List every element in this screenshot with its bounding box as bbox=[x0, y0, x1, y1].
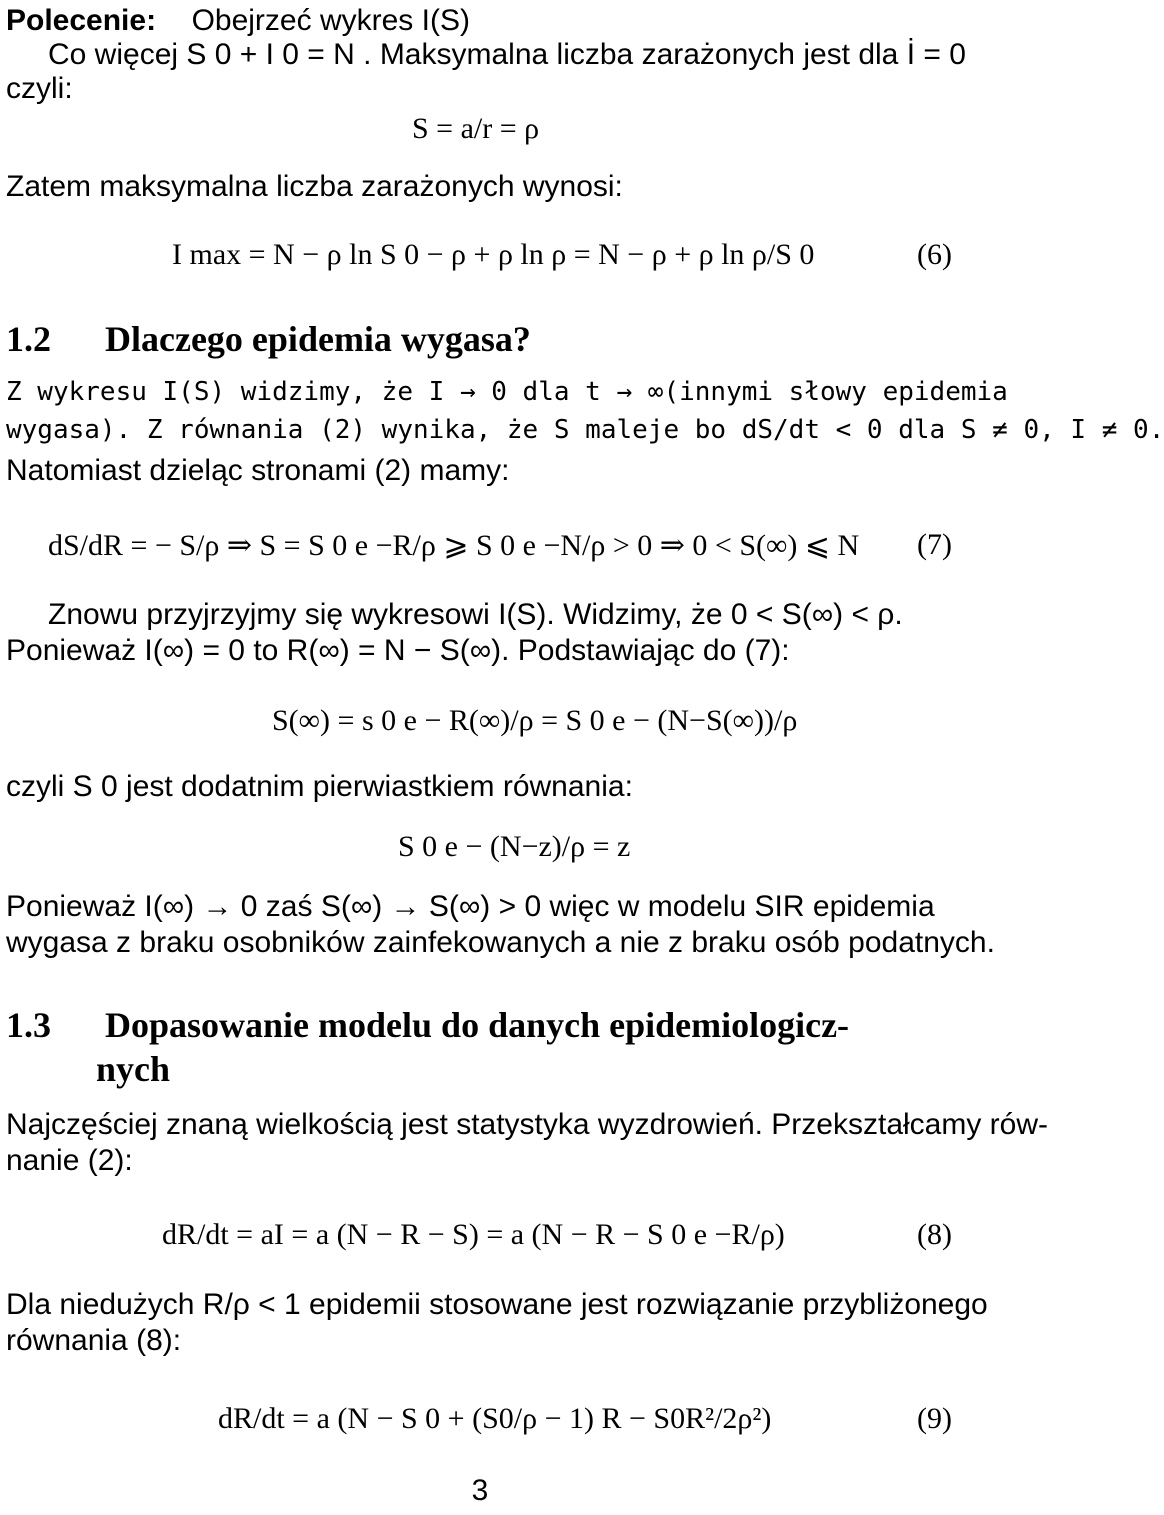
paragraph-line: Dla niedużych R/ρ < 1 epidemii stosowane jest rozwiązanie przybliżonego bbox=[6, 1288, 988, 1321]
equation-9: dR/dt = a (N − S 0 + (S0/ρ − 1) R − S0R²/2ρ²) bbox=[218, 1402, 772, 1435]
paragraph-line: Ponieważ I(∞) = 0 to R(∞) = N − S(∞). Podstawiając do (7): bbox=[6, 634, 790, 667]
section-title: Dopasowanie modelu do danych epidemiologicz- bbox=[105, 1005, 850, 1045]
paragraph-line bbox=[6, 377, 1008, 408]
task-label: Polecenie: bbox=[6, 4, 157, 37]
paragraph-line: Najczęściej znaną wielkością jest statystyka wyzdrowień. Przekształcamy rów- bbox=[6, 1108, 1049, 1141]
section-heading-1-2 bbox=[6, 318, 531, 361]
text-line: Zatem maksymalna liczba zarażonych wynosi: bbox=[6, 170, 623, 203]
paragraph-line: Znowu przyjrzyjmy się wykresowi I(S). Widzimy, że 0 < S(∞) < ρ. bbox=[48, 598, 903, 631]
paragraph-line: wygasa). Z równania (2) wynika, że S maleje bo dS/dt < 0 dla S ≠ 0, I ≠ 0. bbox=[6, 415, 1164, 445]
equation-9-number: (9) bbox=[917, 1402, 952, 1435]
intro-line: Co więcej S 0 + I 0 = N . Maksymalna liczba zarażonych jest dla İ = 0 bbox=[48, 38, 966, 71]
paragraph-text-a: Z wykresu I(S) widzimy, że I → 0 dla t → ∞ bbox=[6, 377, 664, 407]
equation-s-rho: S = a/r = ρ bbox=[412, 112, 540, 145]
intro-line-2: czyli: bbox=[6, 72, 73, 105]
paragraph-text-b: (innymi słowy epidemia bbox=[663, 377, 1008, 407]
section-title: Dlaczego epidemia wygasa? bbox=[105, 319, 531, 359]
section-number: 1.2 bbox=[6, 319, 51, 359]
section-heading-1-3 bbox=[6, 1004, 849, 1047]
section-number: 1.3 bbox=[6, 1005, 51, 1045]
equation-6: I max = N − ρ ln S 0 − ρ + ρ ln ρ = N − ρ + ρ ln ρ/S 0 bbox=[172, 238, 815, 271]
equation-6-number: (6) bbox=[917, 238, 952, 271]
task-line bbox=[6, 4, 470, 39]
equation-s-infinity: S(∞) = s 0 e − R(∞)/ρ = S 0 e − (N−S(∞))/ρ bbox=[272, 704, 798, 737]
paragraph-line: równania (8): bbox=[6, 1324, 182, 1357]
equation-z: S 0 e − (N−z)/ρ = z bbox=[398, 830, 631, 863]
paragraph-line: Natomiast dzieląc stronami (2) mamy: bbox=[6, 454, 510, 487]
section-title-continued: nych bbox=[96, 1049, 171, 1089]
equation-7: dS/dR = − S/ρ ⇒ S = S 0 e −R/ρ ⩾ S 0 e −N/ρ > 0 ⇒ 0 < S(∞) ⩽ N bbox=[48, 529, 860, 562]
paragraph-line: Ponieważ I(∞) → 0 zaś S(∞) → S(∞) > 0 więc w modelu SIR epidemia bbox=[6, 890, 935, 923]
equation-8: dR/dt = aI = a (N − R − S) = a (N − R − S 0 e −R/ρ) bbox=[162, 1218, 785, 1251]
equation-7-number: (7) bbox=[917, 528, 952, 561]
task-text: Obejrzeć wykres I(S) bbox=[191, 4, 470, 37]
page-number: 3 bbox=[471, 1474, 489, 1507]
paragraph-line: nanie (2): bbox=[6, 1144, 133, 1177]
equation-8-number: (8) bbox=[917, 1218, 952, 1251]
paragraph-line: czyli S 0 jest dodatnim pierwiastkiem równania: bbox=[6, 770, 633, 803]
paragraph-line: wygasa z braku osobników zainfekowanych a nie z braku osób podatnych. bbox=[6, 926, 995, 959]
